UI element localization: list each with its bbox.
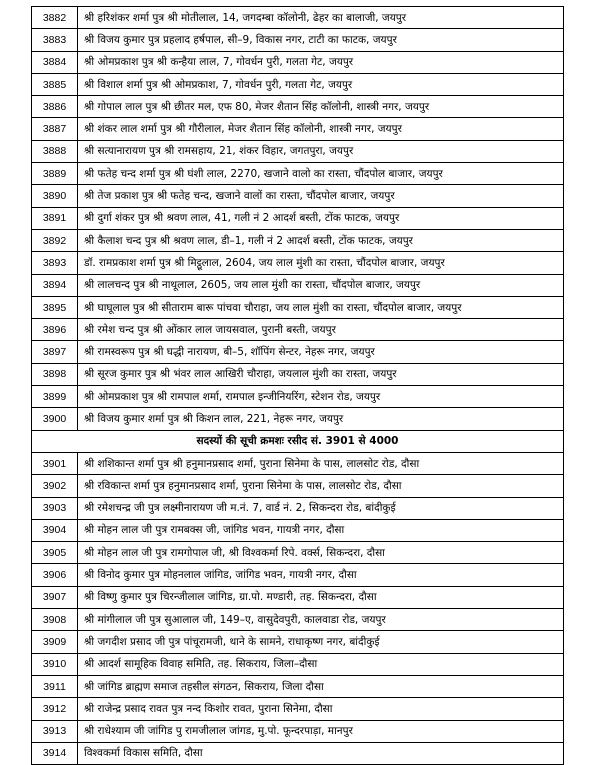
- member-details: श्री मोहन लाल जी पुत्र रामबक्स जी, जांगिड भवन, गायत्री नगर, दौसा: [78, 519, 564, 541]
- table-row: [32, 631, 564, 653]
- member-details: श्री विजय कुमार शर्मा पुत्र श्री किशन लाल, 221, नेहरू नगर, जयपुर: [78, 408, 564, 430]
- receipt-number: 3899: [32, 386, 78, 408]
- receipt-number: 3905: [32, 542, 78, 564]
- receipt-number: 3903: [32, 497, 78, 519]
- receipt-number: 3902: [32, 475, 78, 497]
- member-details: श्री लालचन्द पुत्र श्री नाथूलाल, 2605, जय लाल मुंशी का रास्ता, चौंदपोल बाजार, जयपुर: [78, 274, 564, 296]
- table-row: [32, 96, 564, 118]
- receipt-number: 3913: [32, 720, 78, 742]
- receipt-number: 3904: [32, 519, 78, 541]
- table-row: [32, 386, 564, 408]
- member-details: श्री रमेश चन्द पुत्र श्री ओंकार लाल जायसवाल, पुरानी बस्ती, जयपुर: [78, 319, 564, 341]
- table-row: [32, 252, 564, 274]
- table-row: [32, 229, 564, 251]
- table-row: [32, 207, 564, 229]
- receipt-number: 3883: [32, 29, 78, 51]
- member-details: श्री सत्यानारायण पुत्र श्री रामसहाय, 21, शंकर विहार, जगतपुरा, जयपुर: [78, 140, 564, 162]
- member-details: विश्वकर्मा विकास समिति, दौसा: [78, 742, 564, 764]
- receipt-number: 3900: [32, 408, 78, 430]
- table-row: [32, 73, 564, 95]
- table-row: [32, 720, 564, 742]
- receipt-number: 3907: [32, 586, 78, 608]
- receipt-number: 3906: [32, 564, 78, 586]
- member-details: श्री सूरज कुमार पुत्र श्री भंवर लाल आखिरी चौराहा, जयलाल मुंशी का रास्ता, जयपुर: [78, 363, 564, 385]
- receipt-number: 3912: [32, 698, 78, 720]
- table-row: [32, 564, 564, 586]
- member-details: श्री मांगीलाल जी पुत्र सुआलाल जी, 149–ए, वासुदेवपुरी, कालवाडा रोड, जयपुर: [78, 609, 564, 631]
- table-row: [32, 140, 564, 162]
- receipt-number: 3890: [32, 185, 78, 207]
- member-details: श्री ओमप्रकाश पुत्र श्री कन्हैया लाल, 7, गोवर्धन पुरी, गलता गेट, जयपुर: [78, 51, 564, 73]
- receipt-number: 3914: [32, 742, 78, 764]
- member-rows-section-2: [32, 452, 564, 764]
- member-details: श्री विशाल शर्मा पुत्र श्री ओमप्रकाश, 7, गोवर्धन पुरी, गलता गेट, जयपुर: [78, 73, 564, 95]
- member-list-page: [31, 6, 564, 765]
- receipt-number: 3909: [32, 631, 78, 653]
- section-heading: सदस्यों की सूची क्रमशः रसीद सं. 3901 से 4000: [32, 430, 564, 452]
- receipt-number: 3908: [32, 609, 78, 631]
- receipt-number: 3892: [32, 229, 78, 251]
- table-row: [32, 185, 564, 207]
- table-row: [32, 698, 564, 720]
- section-heading-row: [32, 430, 564, 452]
- receipt-number: 3891: [32, 207, 78, 229]
- table-row: [32, 609, 564, 631]
- table-row: [32, 653, 564, 675]
- member-details: श्री रामस्वरूप पुत्र श्री घद्धी नारायण, बी–5, शॉपिंग सेन्टर, नेहरू नगर, जयपुर: [78, 341, 564, 363]
- member-details: श्री दुर्गा शंकर पुत्र श्री श्रवण लाल, 41, गली नं 2 आदर्श बस्ती, टोंक फाटक, जयपुर: [78, 207, 564, 229]
- member-details: श्री आदर्श सामूहिक विवाह समिति, तह. सिकराय, जिला–दौसा: [78, 653, 564, 675]
- receipt-number: 3898: [32, 363, 78, 385]
- table-row: [32, 452, 564, 474]
- member-list-table: [31, 6, 564, 765]
- receipt-number: 3882: [32, 7, 78, 29]
- receipt-number: 3886: [32, 96, 78, 118]
- member-details: श्री जांगिड ब्राह्मण समाज तहसील संगठन, सिकराय, जिला दौसा: [78, 675, 564, 697]
- member-details: श्री राधेश्याम जी जांगिड पु रामजीलाल जांगड, मु.पो. फून्दरपाड़ा, मानपुर: [78, 720, 564, 742]
- member-details: श्री कैलाश चन्द पुत्र श्री श्रवण लाल, डी–1, गली नं 2 आदर्श बस्ती, टोंक फाटक, जयपुर: [78, 229, 564, 251]
- table-row: [32, 7, 564, 29]
- table-row: [32, 675, 564, 697]
- member-details: श्री रमेशचन्द्र जी पुत्र लक्ष्मीनारायण जी म.नं. 7, वार्ड नं. 2, सिकन्दरा रोड, बांदीकुई: [78, 497, 564, 519]
- table-row: [32, 296, 564, 318]
- table-row: [32, 408, 564, 430]
- member-details: श्री घाघूलाल पुत्र श्री सीताराम बारू पांचवा चौराहा, जय लाल मुंशी का रास्ता, चौंदपोल बाजार, जयपुर: [78, 296, 564, 318]
- member-details: श्री शंकर लाल शर्मा पुत्र श्री गौरीलाल, मेजर शैतान सिंह कॉलोनी, शास्त्री नगर, जयपुर: [78, 118, 564, 140]
- member-rows-section-1: [32, 7, 564, 431]
- receipt-number: 3895: [32, 296, 78, 318]
- table-row: [32, 363, 564, 385]
- member-details: श्री तेज प्रकाश पुत्र श्री फतेह चन्द, खजाने वालों का रास्ता, चौंदपोल बाजार, जयपुर: [78, 185, 564, 207]
- section-heading-group: [32, 430, 564, 452]
- member-details: श्री मोहन लाल जी पुत्र रामगोपाल जी, श्री विश्वकर्मा रिपे. वर्क्स, सिकन्दरा, दौसा: [78, 542, 564, 564]
- receipt-number: 3897: [32, 341, 78, 363]
- receipt-number: 3901: [32, 452, 78, 474]
- table-row: [32, 475, 564, 497]
- receipt-number: 3896: [32, 319, 78, 341]
- table-row: [32, 586, 564, 608]
- table-row: [32, 29, 564, 51]
- table-row: [32, 118, 564, 140]
- receipt-number: 3885: [32, 73, 78, 95]
- member-details: डॉ. रामप्रकाश शर्मा पुत्र श्री मिट्ठूलाल, 2604, जय लाल मुंशी का रास्ता, चौंदपोल बाजार, जयपुर: [78, 252, 564, 274]
- receipt-number: 3893: [32, 252, 78, 274]
- member-details: श्री गोपाल लाल पुत्र श्री छीतर मल, एफ 80, मेजर शैतान सिंह कॉलोनी, शास्त्री नगर, जयपुर: [78, 96, 564, 118]
- table-row: [32, 742, 564, 764]
- table-row: [32, 542, 564, 564]
- receipt-number: 3889: [32, 163, 78, 185]
- member-details: श्री राजेन्द्र प्रसाद रावत पुत्र नन्द किशोर रावत, पुराना सिनेमा, दौसा: [78, 698, 564, 720]
- member-details: श्री विष्णु कुमार पुत्र चिरन्जीलाल जांगिड, ग्रा.पो. मण्डारी, तह. सिकन्दरा, दौसा: [78, 586, 564, 608]
- member-details: श्री विजय कुमार पुत्र प्रहलाद हर्षपाल, सी–9, विकास नगर, टाटी का फाटक, जयपुर: [78, 29, 564, 51]
- member-details: श्री शशिकान्त शर्मा पुत्र श्री हनुमानप्रसाद शर्मा, पुराना सिनेमा के पास, लालसोट रोड, दौसा: [78, 452, 564, 474]
- member-details: श्री फतेह चन्द शर्मा पुत्र श्री घंशी लाल, 2270, खजाने वालो का रास्ता, चौंदपोल बाजार, जयपुर: [78, 163, 564, 185]
- table-row: [32, 51, 564, 73]
- member-details: श्री हरिशंकर शर्मा पुत्र श्री मोतीलाल, 14, जगदम्बा कॉलोनी, ढेहर का बालाजी, जयपुर: [78, 7, 564, 29]
- table-row: [32, 319, 564, 341]
- member-details: श्री जगदीश प्रसाद जी पुत्र पांचूरामजी, थाने के सामने, राधाकृष्ण नगर, बांदीकुई: [78, 631, 564, 653]
- table-row: [32, 274, 564, 296]
- receipt-number: 3910: [32, 653, 78, 675]
- member-details: श्री ओमप्रकाश पुत्र श्री रामपाल शर्मा, रामपाल इन्जीनियरिंग, स्टेशन रोड, जयपुर: [78, 386, 564, 408]
- receipt-number: 3911: [32, 675, 78, 697]
- table-row: [32, 519, 564, 541]
- receipt-number: 3888: [32, 140, 78, 162]
- receipt-number: 3894: [32, 274, 78, 296]
- member-details: श्री विनोद कुमार पुत्र मोहनलाल जांगिड, जांगिड भवन, गायत्री नगर, दौसा: [78, 564, 564, 586]
- table-row: [32, 497, 564, 519]
- receipt-number: 3887: [32, 118, 78, 140]
- member-details: श्री रविकान्त शर्मा पुत्र हनुमानप्रसाद शर्मा, पुराना सिनेमा के पास, लालसोट रोड, दौसा: [78, 475, 564, 497]
- table-row: [32, 163, 564, 185]
- receipt-number: 3884: [32, 51, 78, 73]
- table-row: [32, 341, 564, 363]
